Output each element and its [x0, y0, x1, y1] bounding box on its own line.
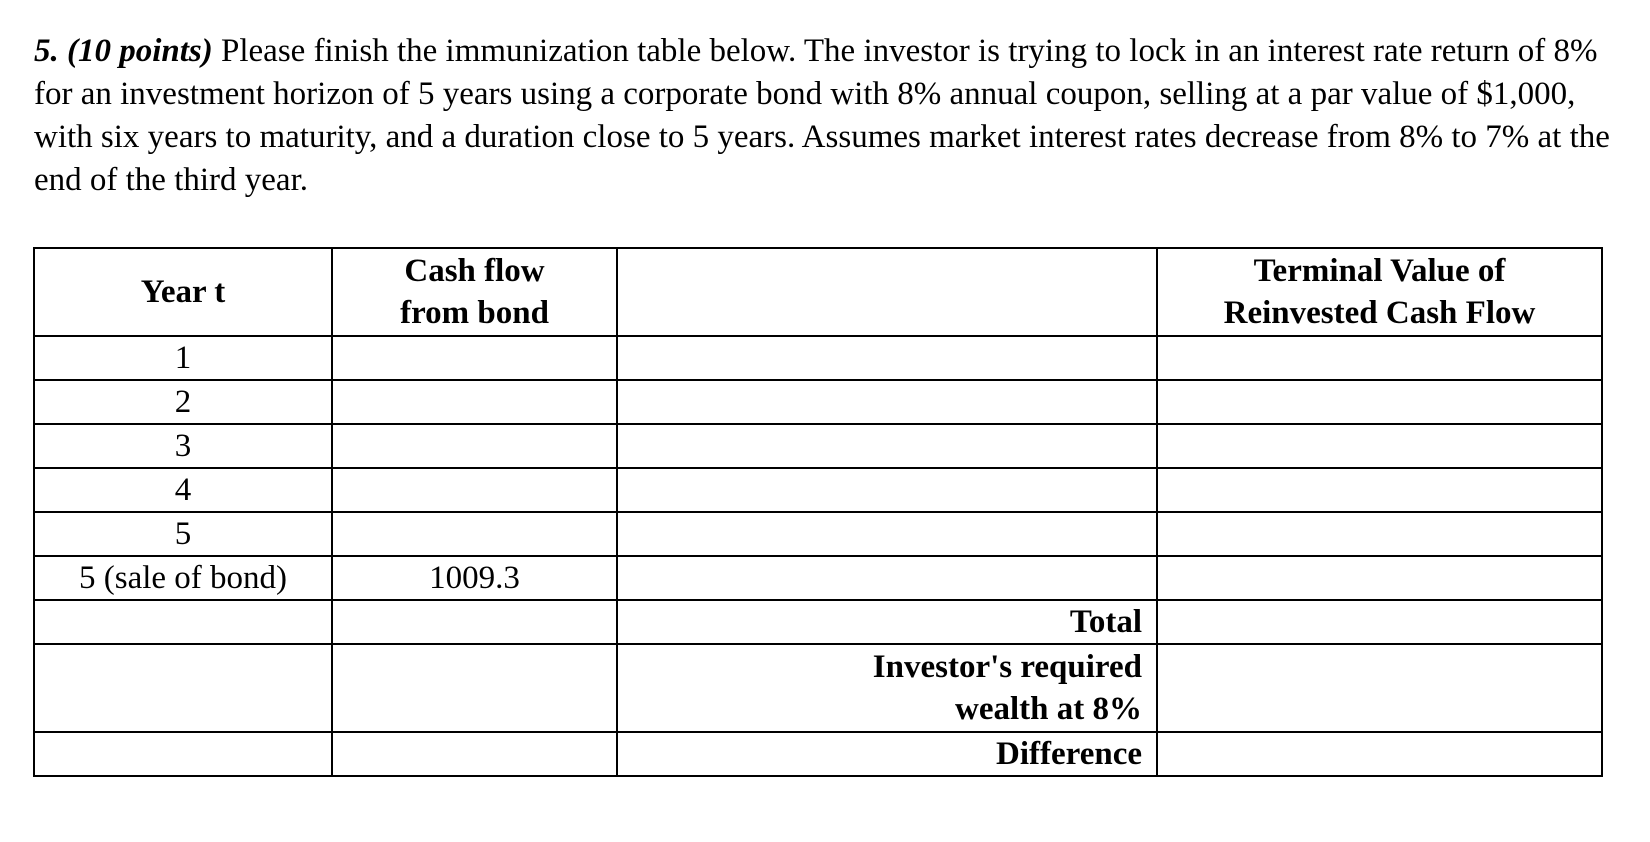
table-row — [34, 556, 1602, 600]
header-cash-flow-line1: Cash flow — [404, 253, 545, 289]
year-cell: 1 — [34, 336, 332, 380]
year-cell: 2 — [34, 380, 332, 424]
cash-flow-cell — [332, 424, 617, 468]
header-cash-flow — [332, 248, 617, 336]
table-header-row — [34, 248, 1602, 336]
cash-flow-cell — [332, 380, 617, 424]
header-terminal-line2: Reinvested Cash Flow — [1223, 295, 1536, 331]
cash-flow-cell — [332, 512, 617, 556]
required-wealth-value-cell — [1157, 644, 1602, 732]
terminal-value-cell — [1157, 424, 1602, 468]
difference-label: Difference — [617, 732, 1157, 776]
difference-value-cell — [1157, 732, 1602, 776]
middle-cell — [617, 336, 1157, 380]
terminal-value-cell — [1157, 468, 1602, 512]
empty-cell — [332, 732, 617, 776]
table-row — [34, 336, 1602, 380]
table-row — [34, 468, 1602, 512]
difference-row — [34, 732, 1602, 776]
header-middle — [617, 248, 1157, 336]
middle-cell — [617, 380, 1157, 424]
empty-cell — [34, 600, 332, 644]
required-wealth-row — [34, 644, 1602, 732]
terminal-value-cell — [1157, 556, 1602, 600]
terminal-value-cell — [1157, 512, 1602, 556]
header-terminal-value — [1157, 248, 1602, 336]
required-wealth-line1: Investor's required — [872, 649, 1142, 685]
header-terminal-line1: Terminal Value of — [1253, 253, 1506, 289]
empty-cell — [34, 644, 332, 732]
year-cell: 5 — [34, 512, 332, 556]
total-row — [34, 600, 1602, 644]
question-text — [34, 30, 1624, 202]
header-cash-flow-line2: from bond — [400, 295, 549, 331]
middle-cell — [617, 468, 1157, 512]
table-row — [34, 380, 1602, 424]
table-row — [34, 512, 1602, 556]
middle-cell — [617, 424, 1157, 468]
question-number: 5. (10 points) — [34, 33, 213, 69]
terminal-value-cell — [1157, 380, 1602, 424]
empty-cell — [34, 732, 332, 776]
year-cell: 5 (sale of bond) — [34, 556, 332, 600]
terminal-value-cell — [1157, 336, 1602, 380]
year-cell: 4 — [34, 468, 332, 512]
total-label: Total — [617, 600, 1157, 644]
year-cell: 3 — [34, 424, 332, 468]
middle-cell — [617, 512, 1157, 556]
cash-flow-cell — [332, 468, 617, 512]
table-row — [34, 424, 1602, 468]
cash-flow-cell — [332, 336, 617, 380]
empty-cell — [332, 600, 617, 644]
header-year: Year t — [34, 248, 332, 336]
required-wealth-label — [617, 644, 1157, 732]
immunization-table — [33, 247, 1603, 777]
question-body: Please finish the immunization table below. The investor is trying to lock in an interest rate return of 8% for an investment horizon of 5 years using a corporate bond with 8% annual coupon, selling at a par value of $1,000, with six years to maturity, and a duration close to 5 years. Assumes market interest rates decrease from 8% to 7% at the end of the third year. — [34, 33, 1610, 198]
middle-cell — [617, 556, 1157, 600]
empty-cell — [332, 644, 617, 732]
required-wealth-line2: wealth at 8% — [955, 691, 1142, 727]
cash-flow-cell: 1009.3 — [332, 556, 617, 600]
total-value-cell — [1157, 600, 1602, 644]
